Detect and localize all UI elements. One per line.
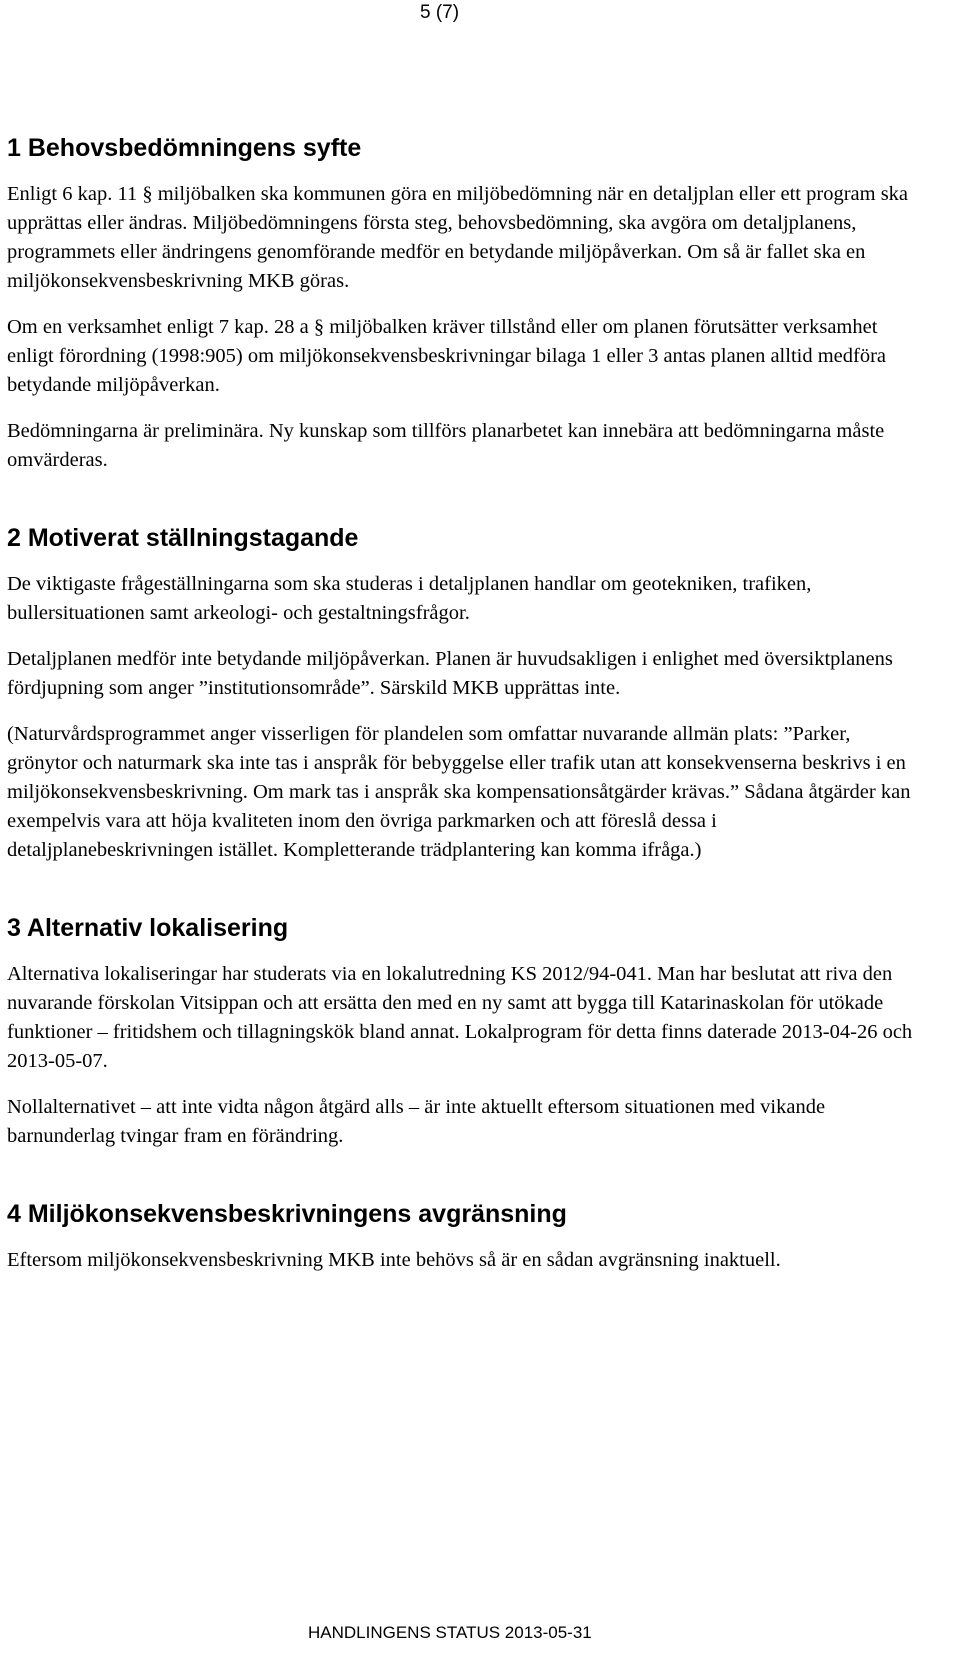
section-mkb-avgransning [7, 1194, 913, 1275]
paragraph: De viktigaste frågeställningarna som ska studeras i detaljplanen handlar om geotekniken, trafiken, bullersituationen samt arkeologi- och gestaltningsfrågor. [7, 573, 812, 624]
section-heading: 3 Alternativ lokalisering [7, 914, 289, 942]
section-heading: 1 Behovsbedömningens syfte [7, 134, 362, 162]
paragraph: Detaljplanen medför inte betydande miljöpåverkan. Planen är huvudsakligen i enlighet med översiktplanens fördjupning som anger ”institutionsområde”. Särskild MKB upprättas inte. [7, 648, 893, 699]
document-status-footer: HANDLINGENS STATUS 2013-05-31 [308, 1623, 592, 1642]
section-heading: 2 Motiverat ställningstagande [7, 524, 359, 552]
section-alternativ-lokalisering [7, 908, 913, 1151]
paragraph: Alternativa lokaliseringar har studerats via en lokalutredning KS 2012/94-041. Man har beslutat att riva den nuvarande förskolan Vitsippan och att ersätta den med en ny samt att bygga till Katarinaskolan för utökade funktioner – fritidshem och tillagningskök bland annat. Lokalprogram för detta finns daterade 2013-04-26 och 2013-05-07. [7, 963, 913, 1072]
document-body [7, 128, 913, 1318]
paragraph: Enligt 6 kap. 11 § miljöbalken ska kommunen göra en miljöbedömning när en detaljplan eller ett program ska upprättas eller ändras. Miljöbedömningens första steg, behovsbedömning, ska avgöra om detaljplanens, programmets eller ändringens genomförande medför en betydande miljöpåverkan. Om så är fallet ska en miljökonsekvensbeskrivning MKB göras. [7, 183, 909, 292]
paragraph: Eftersom miljökonsekvensbeskrivning MKB inte behövs så är en sådan avgränsning inaktuell. [7, 1249, 781, 1271]
paragraph: (Naturvårdsprogrammet anger visserligen för plandelen som omfattar nuvarande allmän plats: ”Parker, grönytor och naturmark ska inte tas i anspråk för bebyggelse eller trafik utan att konsekvenserna beskrivs i en miljökonsekvensbeskrivning. Om mark tas i anspråk ska kompensationsåtgärder krävas.” Sådana åtgärder kan exempelvis vara att höja kvaliteten inom den övriga parkmarken och att föreslå dessa i detaljplanebeskrivningen istället. Kompletterande trädplantering kan komma ifråga.) [7, 723, 911, 861]
page-number: 5 (7) [420, 2, 460, 23]
paragraph: Om en verksamhet enligt 7 kap. 28 a § miljöbalken kräver tillstånd eller om planen förutsätter verksamhet enligt förordning (1998:905) om miljökonsekvensbeskrivningar bilaga 1 eller 3 antas planen alltid medföra betydande miljöpåverkan. [7, 316, 887, 396]
section-motiverat-stallningstagande [7, 518, 913, 865]
paragraph: Nollalternativet – att inte vidta någon åtgärd alls – är inte aktuellt eftersom situationen med vikande barnunderlag tvingar fram en förändring. [7, 1096, 826, 1147]
paragraph: Bedömningarna är preliminära. Ny kunskap som tillförs planarbetet kan innebära att bedömningarna måste omvärderas. [7, 420, 885, 471]
section-heading: 4 Miljökonsekvensbeskrivningens avgränsning [7, 1200, 567, 1228]
section-behovsbedomningens-syfte [7, 128, 913, 475]
